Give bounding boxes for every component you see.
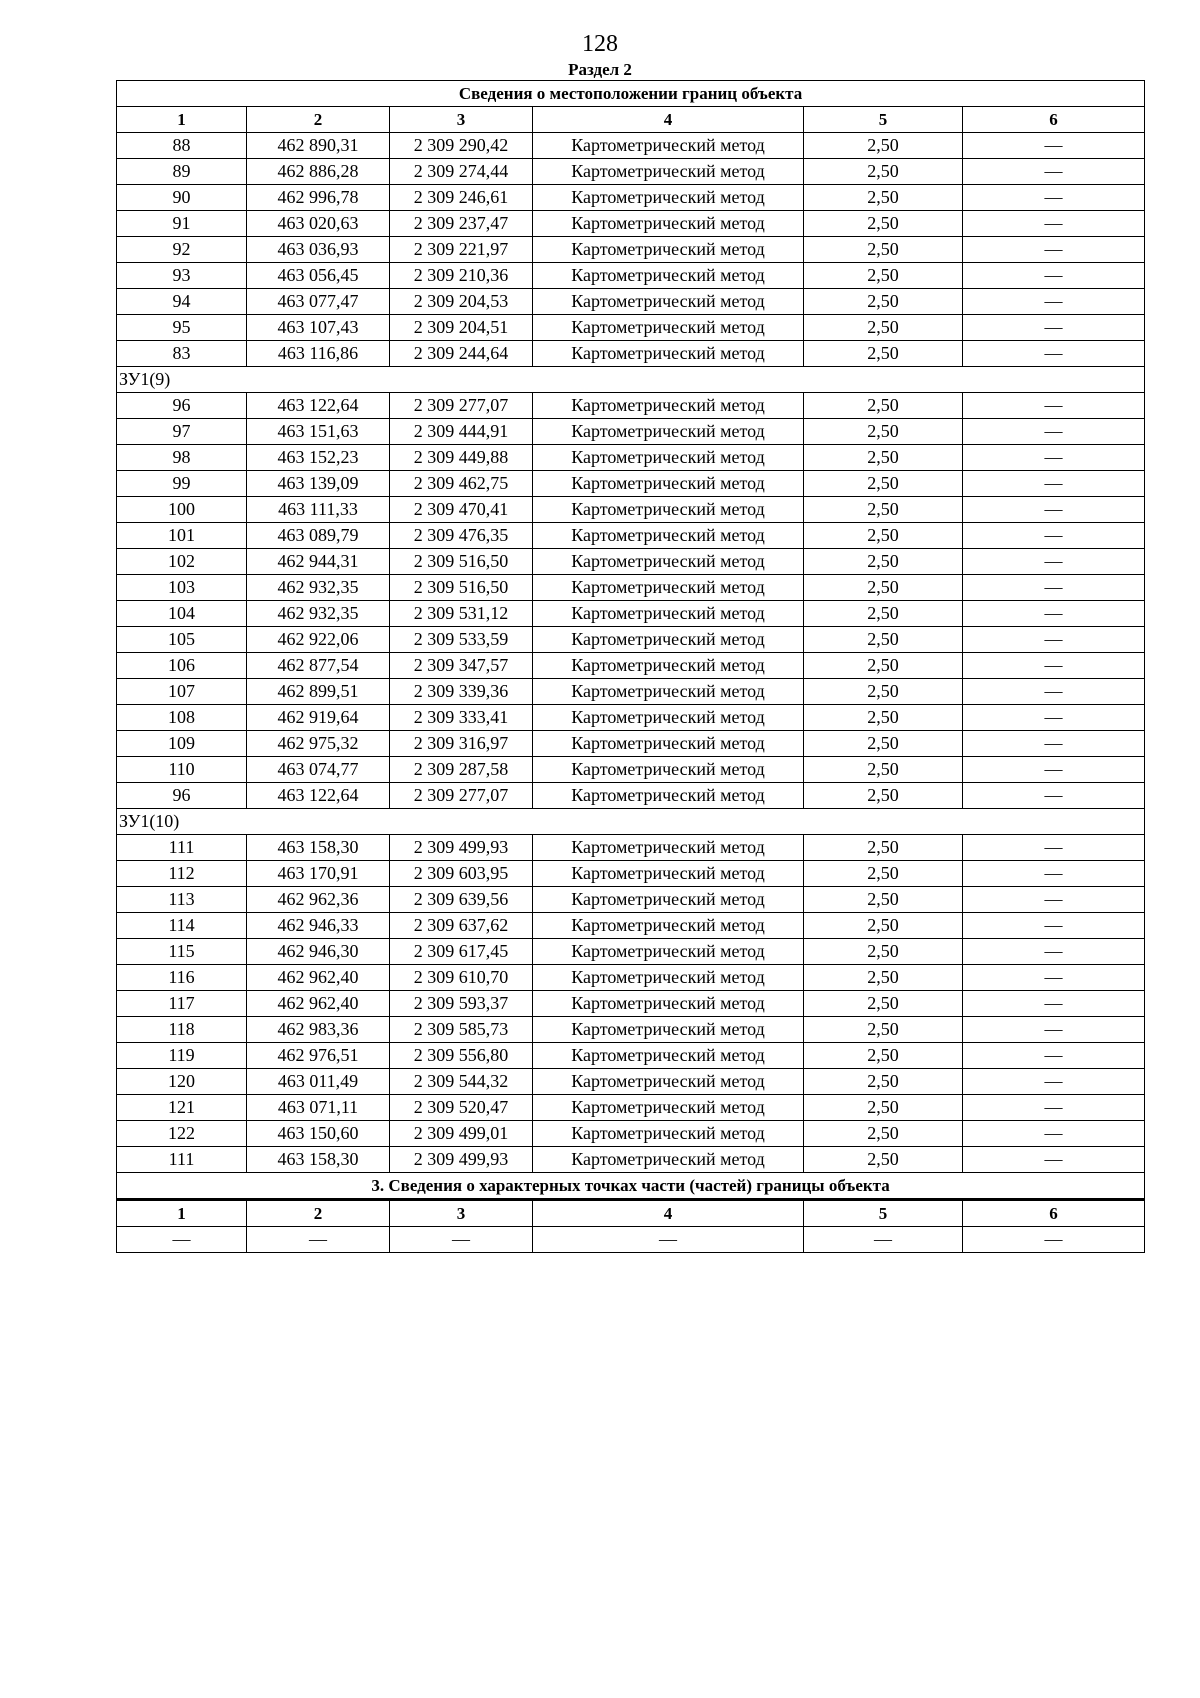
table-cell: 463 011,49 <box>247 1069 390 1095</box>
table-cell: Картометрический метод <box>533 887 804 913</box>
table-cell: 462 976,51 <box>247 1043 390 1069</box>
table-cell: 97 <box>117 419 247 445</box>
table-cell: — <box>963 1227 1145 1253</box>
table-cell: 2,50 <box>804 861 963 887</box>
table-cell: 2,50 <box>804 237 963 263</box>
table-cell: Картометрический метод <box>533 1121 804 1147</box>
table-row <box>117 211 1145 237</box>
table-cell: 2 309 516,50 <box>390 575 533 601</box>
table-row <box>117 341 1145 367</box>
table-cell: — <box>247 1227 390 1253</box>
table-cell: 462 919,64 <box>247 705 390 731</box>
table-cell: 2,50 <box>804 185 963 211</box>
table-cell: 2,50 <box>804 1121 963 1147</box>
table-cell: Картометрический метод <box>533 1069 804 1095</box>
table-cell: 2 309 449,88 <box>390 445 533 471</box>
table-cell: 2,50 <box>804 731 963 757</box>
table-cell: 463 150,60 <box>247 1121 390 1147</box>
table-row <box>117 939 1145 965</box>
table-cell: 2 309 277,07 <box>390 393 533 419</box>
table-row <box>117 263 1145 289</box>
table-caption: Сведения о местоположении границ объекта <box>117 81 1145 107</box>
column-header: 6 <box>963 1200 1145 1227</box>
table-cell: — <box>117 1227 247 1253</box>
table-row <box>117 497 1145 523</box>
table-cell: 463 158,30 <box>247 835 390 861</box>
table-cell: Картометрический метод <box>533 575 804 601</box>
table-cell: 463 151,63 <box>247 419 390 445</box>
table-cell: 2,50 <box>804 159 963 185</box>
table-cell: — <box>804 1227 963 1253</box>
table-cell: 2,50 <box>804 445 963 471</box>
table-cell: — <box>963 419 1145 445</box>
table-cell: 2 309 210,36 <box>390 263 533 289</box>
table-cell: — <box>963 523 1145 549</box>
table-cell: 2,50 <box>804 549 963 575</box>
table-row <box>117 133 1145 159</box>
table-cell: 463 036,93 <box>247 237 390 263</box>
table-cell: 2,50 <box>804 1069 963 1095</box>
table-row <box>117 315 1145 341</box>
table-cell: Картометрический метод <box>533 679 804 705</box>
table-cell: 104 <box>117 601 247 627</box>
page-number: 128 <box>582 31 618 57</box>
table-cell: 109 <box>117 731 247 757</box>
table-cell: — <box>963 887 1145 913</box>
table-row <box>117 783 1145 809</box>
table-cell: 463 122,64 <box>247 393 390 419</box>
table-cell: — <box>963 705 1145 731</box>
table-cell: — <box>963 1121 1145 1147</box>
table-row <box>117 679 1145 705</box>
table-cell: Картометрический метод <box>533 497 804 523</box>
table-cell: 2,50 <box>804 783 963 809</box>
column-header: 1 <box>117 107 247 133</box>
table-row <box>117 1069 1145 1095</box>
table-cell: 2 309 531,12 <box>390 601 533 627</box>
table-cell: 463 152,23 <box>247 445 390 471</box>
column-header: 4 <box>533 1200 804 1227</box>
table-cell: 463 107,43 <box>247 315 390 341</box>
table-row <box>117 1017 1145 1043</box>
table-cell: Картометрический метод <box>533 393 804 419</box>
table-cell: Картометрический метод <box>533 991 804 1017</box>
table-cell: 101 <box>117 523 247 549</box>
section3-row <box>117 1227 1145 1253</box>
table-cell: 122 <box>117 1121 247 1147</box>
table-cell: 2 309 274,44 <box>390 159 533 185</box>
table-cell: 103 <box>117 575 247 601</box>
table-cell: 2 309 585,73 <box>390 1017 533 1043</box>
table-cell: 2 309 221,97 <box>390 237 533 263</box>
table-cell: 462 996,78 <box>247 185 390 211</box>
table-cell: 2 309 603,95 <box>390 861 533 887</box>
table-row <box>117 1095 1145 1121</box>
table-cell: — <box>963 965 1145 991</box>
table-cell: 116 <box>117 965 247 991</box>
table-cell: 2,50 <box>804 601 963 627</box>
table-cell: — <box>963 835 1145 861</box>
table-cell: — <box>963 679 1145 705</box>
table-cell: 2,50 <box>804 705 963 731</box>
table-cell: 462 932,35 <box>247 575 390 601</box>
table-cell: 2 309 610,70 <box>390 965 533 991</box>
table-cell: Картометрический метод <box>533 159 804 185</box>
table-cell: 90 <box>117 185 247 211</box>
table-cell: — <box>963 341 1145 367</box>
table-cell: 2,50 <box>804 1147 963 1173</box>
table-cell: 119 <box>117 1043 247 1069</box>
table-cell: — <box>963 731 1145 757</box>
table-cell: — <box>963 1069 1145 1095</box>
table-cell: 2,50 <box>804 913 963 939</box>
table-cell: — <box>963 185 1145 211</box>
table-cell: 462 975,32 <box>247 731 390 757</box>
table-cell: 2,50 <box>804 1043 963 1069</box>
table-cell: — <box>963 159 1145 185</box>
table-cell: 98 <box>117 445 247 471</box>
table-cell: — <box>963 653 1145 679</box>
table-row <box>117 393 1145 419</box>
table-cell: — <box>963 133 1145 159</box>
table-row <box>117 835 1145 861</box>
table-cell: 2,50 <box>804 939 963 965</box>
table-cell: 2,50 <box>804 757 963 783</box>
table-cell: Картометрический метод <box>533 731 804 757</box>
table-row <box>117 965 1145 991</box>
table-cell: 2,50 <box>804 263 963 289</box>
table-cell: 463 020,63 <box>247 211 390 237</box>
table-cell: 2,50 <box>804 1095 963 1121</box>
table-cell: Картометрический метод <box>533 601 804 627</box>
column-header: 5 <box>804 107 963 133</box>
table-cell: — <box>963 913 1145 939</box>
group-label: ЗУ1(10) <box>117 809 1145 835</box>
table-cell: 111 <box>117 835 247 861</box>
table-cell: 463 158,30 <box>247 1147 390 1173</box>
table-cell: — <box>963 1147 1145 1173</box>
table-cell: 121 <box>117 1095 247 1121</box>
table-cell: 2,50 <box>804 653 963 679</box>
table-cell: 118 <box>117 1017 247 1043</box>
table-row <box>117 1121 1145 1147</box>
table-cell: 96 <box>117 393 247 419</box>
table-cell: Картометрический метод <box>533 289 804 315</box>
table-row <box>117 185 1145 211</box>
table-cell: 2,50 <box>804 341 963 367</box>
table-cell: 2 309 520,47 <box>390 1095 533 1121</box>
table-cell: 2 309 316,97 <box>390 731 533 757</box>
table-row <box>117 471 1145 497</box>
table-cell: 2 309 204,51 <box>390 315 533 341</box>
table-cell: 2 309 290,42 <box>390 133 533 159</box>
table-cell: Картометрический метод <box>533 861 804 887</box>
table-cell: — <box>963 289 1145 315</box>
table-cell: Картометрический метод <box>533 1043 804 1069</box>
table-cell: 96 <box>117 783 247 809</box>
column-header-row <box>117 107 1145 133</box>
table-row <box>117 653 1145 679</box>
table-cell: 462 962,40 <box>247 965 390 991</box>
column-header: 1 <box>117 1200 247 1227</box>
table-row <box>117 991 1145 1017</box>
table-cell: 2 309 499,93 <box>390 835 533 861</box>
table-cell: 2 309 333,41 <box>390 705 533 731</box>
table-cell: 2,50 <box>804 497 963 523</box>
table-cell: — <box>963 861 1145 887</box>
table-cell: — <box>963 263 1145 289</box>
table-cell: 2 309 339,36 <box>390 679 533 705</box>
table-cell: Картометрический метод <box>533 757 804 783</box>
table-row <box>117 237 1145 263</box>
table-cell: 105 <box>117 627 247 653</box>
table-cell: 463 116,86 <box>247 341 390 367</box>
table-cell: — <box>963 991 1145 1017</box>
table-cell: 83 <box>117 341 247 367</box>
table-cell: — <box>963 575 1145 601</box>
table-cell: — <box>963 1095 1145 1121</box>
table-cell: Картометрический метод <box>533 315 804 341</box>
table-cell: 115 <box>117 939 247 965</box>
group-label: ЗУ1(9) <box>117 367 1145 393</box>
table-cell: — <box>963 393 1145 419</box>
table-cell: Картометрический метод <box>533 835 804 861</box>
table-cell: 95 <box>117 315 247 341</box>
table-cell: Картометрический метод <box>533 1095 804 1121</box>
table-cell: — <box>963 783 1145 809</box>
table-row <box>117 289 1145 315</box>
table-cell: — <box>963 211 1145 237</box>
table-cell: — <box>963 627 1145 653</box>
table-row <box>117 757 1145 783</box>
table-cell: 462 922,06 <box>247 627 390 653</box>
column-header: 2 <box>247 1200 390 1227</box>
table-cell: — <box>963 1017 1145 1043</box>
table-cell: 462 962,36 <box>247 887 390 913</box>
table-cell: Картометрический метод <box>533 185 804 211</box>
table-cell: Картометрический метод <box>533 1017 804 1043</box>
table-cell: Картометрический метод <box>533 341 804 367</box>
table-cell: 2,50 <box>804 315 963 341</box>
table-cell: 463 111,33 <box>247 497 390 523</box>
table-row <box>117 913 1145 939</box>
table-cell: 112 <box>117 861 247 887</box>
table-cell: — <box>963 315 1145 341</box>
table-cell: Картометрический метод <box>533 263 804 289</box>
table-cell: Картометрический метод <box>533 133 804 159</box>
table-cell: Картометрический метод <box>533 549 804 575</box>
table-cell: 93 <box>117 263 247 289</box>
table-cell: 2 309 499,93 <box>390 1147 533 1173</box>
table-row <box>117 601 1145 627</box>
table-cell: 463 074,77 <box>247 757 390 783</box>
table-cell: 107 <box>117 679 247 705</box>
table-cell: 94 <box>117 289 247 315</box>
table-cell: 462 962,40 <box>247 991 390 1017</box>
table-cell: 2 309 204,53 <box>390 289 533 315</box>
table-cell: Картометрический метод <box>533 783 804 809</box>
table-cell: 117 <box>117 991 247 1017</box>
table-cell: 2 309 244,64 <box>390 341 533 367</box>
table-cell: 2 309 544,32 <box>390 1069 533 1095</box>
table-row <box>117 731 1145 757</box>
table-cell: 99 <box>117 471 247 497</box>
table-cell: Картометрический метод <box>533 211 804 237</box>
table-cell: 91 <box>117 211 247 237</box>
table-cell: — <box>963 549 1145 575</box>
table-cell: 462 886,28 <box>247 159 390 185</box>
table-cell: 2,50 <box>804 133 963 159</box>
table-row <box>117 1043 1145 1069</box>
table-cell: 2,50 <box>804 211 963 237</box>
table-cell: — <box>963 601 1145 627</box>
table-cell: Картометрический метод <box>533 627 804 653</box>
table-cell: 2 309 533,59 <box>390 627 533 653</box>
table-cell: 463 071,11 <box>247 1095 390 1121</box>
table-cell: 2 309 277,07 <box>390 783 533 809</box>
table-cell: Картометрический метод <box>533 419 804 445</box>
table-cell: 463 122,64 <box>247 783 390 809</box>
table-cell: 462 946,30 <box>247 939 390 965</box>
table-cell: 89 <box>117 159 247 185</box>
table-row <box>117 627 1145 653</box>
table-cell: Картометрический метод <box>533 705 804 731</box>
table-cell: 462 899,51 <box>247 679 390 705</box>
table-cell: 2 309 593,37 <box>390 991 533 1017</box>
table-cell: 110 <box>117 757 247 783</box>
group-row <box>117 809 1145 835</box>
table-cell: 108 <box>117 705 247 731</box>
table-cell: 2,50 <box>804 991 963 1017</box>
table-cell: 102 <box>117 549 247 575</box>
table-row <box>117 575 1145 601</box>
table-cell: 463 077,47 <box>247 289 390 315</box>
table-cell: 2,50 <box>804 575 963 601</box>
table-cell: 111 <box>117 1147 247 1173</box>
table-row <box>117 1147 1145 1173</box>
table-cell: 2,50 <box>804 887 963 913</box>
table-cell: 2 309 617,45 <box>390 939 533 965</box>
table-cell: 463 056,45 <box>247 263 390 289</box>
column-header: 3 <box>390 1200 533 1227</box>
section3-caption: 3. Сведения о характерных точках части (частей) границы объекта <box>117 1173 1145 1200</box>
table-cell: Картометрический метод <box>533 523 804 549</box>
table-cell: 2 309 639,56 <box>390 887 533 913</box>
table-row <box>117 523 1145 549</box>
column-header: 4 <box>533 107 804 133</box>
column-header: 3 <box>390 107 533 133</box>
table-cell: 120 <box>117 1069 247 1095</box>
table-cell: 2 309 462,75 <box>390 471 533 497</box>
table-cell: 106 <box>117 653 247 679</box>
table-cell: 113 <box>117 887 247 913</box>
table-cell: 2 309 444,91 <box>390 419 533 445</box>
table-cell: Картометрический метод <box>533 653 804 679</box>
table-cell: — <box>533 1227 804 1253</box>
table-cell: 462 946,33 <box>247 913 390 939</box>
table-cell: 2 309 287,58 <box>390 757 533 783</box>
column-header: 2 <box>247 107 390 133</box>
table-cell: — <box>963 1043 1145 1069</box>
table-cell: Картометрический метод <box>533 913 804 939</box>
group-row <box>117 367 1145 393</box>
table-cell: 100 <box>117 497 247 523</box>
table-cell: 2 309 499,01 <box>390 1121 533 1147</box>
table-cell: 2 309 347,57 <box>390 653 533 679</box>
table-cell: — <box>963 757 1145 783</box>
table-cell: — <box>963 939 1145 965</box>
table-cell: 463 089,79 <box>247 523 390 549</box>
table-row <box>117 549 1145 575</box>
table-cell: — <box>390 1227 533 1253</box>
table-row <box>117 445 1145 471</box>
table-cell: Картометрический метод <box>533 939 804 965</box>
table-cell: — <box>963 497 1145 523</box>
table-cell: 2 309 246,61 <box>390 185 533 211</box>
table-cell: 462 983,36 <box>247 1017 390 1043</box>
table-row <box>117 861 1145 887</box>
table-cell: 462 944,31 <box>247 549 390 575</box>
table-cell: 2,50 <box>804 471 963 497</box>
table-cell: 2 309 637,62 <box>390 913 533 939</box>
table-cell: 2,50 <box>804 679 963 705</box>
section-title: Раздел 2 <box>568 60 632 79</box>
table-cell: — <box>963 445 1145 471</box>
table-cell: Картометрический метод <box>533 1147 804 1173</box>
table-cell: 2,50 <box>804 523 963 549</box>
table-cell: 463 139,09 <box>247 471 390 497</box>
table-row <box>117 887 1145 913</box>
boundary-table <box>116 80 1145 1253</box>
table-cell: 92 <box>117 237 247 263</box>
table-cell: 462 877,54 <box>247 653 390 679</box>
table-row <box>117 159 1145 185</box>
table-cell: 2,50 <box>804 627 963 653</box>
table-cell: 2 309 237,47 <box>390 211 533 237</box>
table-cell: 463 170,91 <box>247 861 390 887</box>
column-header: 6 <box>963 107 1145 133</box>
table-cell: 88 <box>117 133 247 159</box>
table-cell: 2,50 <box>804 419 963 445</box>
table-cell: Картометрический метод <box>533 471 804 497</box>
table-cell: 2 309 470,41 <box>390 497 533 523</box>
table-cell: 462 890,31 <box>247 133 390 159</box>
table-cell: 2,50 <box>804 835 963 861</box>
table-cell: 2,50 <box>804 965 963 991</box>
table-row <box>117 705 1145 731</box>
table-cell: 462 932,35 <box>247 601 390 627</box>
column-header: 5 <box>804 1200 963 1227</box>
table-cell: — <box>963 471 1145 497</box>
table-row <box>117 419 1145 445</box>
table-cell: 2,50 <box>804 393 963 419</box>
table-cell: Картометрический метод <box>533 237 804 263</box>
table-cell: Картометрический метод <box>533 965 804 991</box>
table-cell: 2 309 516,50 <box>390 549 533 575</box>
table-cell: — <box>963 237 1145 263</box>
section3-header-row <box>117 1200 1145 1227</box>
table-cell: 2,50 <box>804 289 963 315</box>
table-cell: 2,50 <box>804 1017 963 1043</box>
table-cell: 2 309 476,35 <box>390 523 533 549</box>
table-cell: 114 <box>117 913 247 939</box>
table-cell: Картометрический метод <box>533 445 804 471</box>
table-cell: 2 309 556,80 <box>390 1043 533 1069</box>
